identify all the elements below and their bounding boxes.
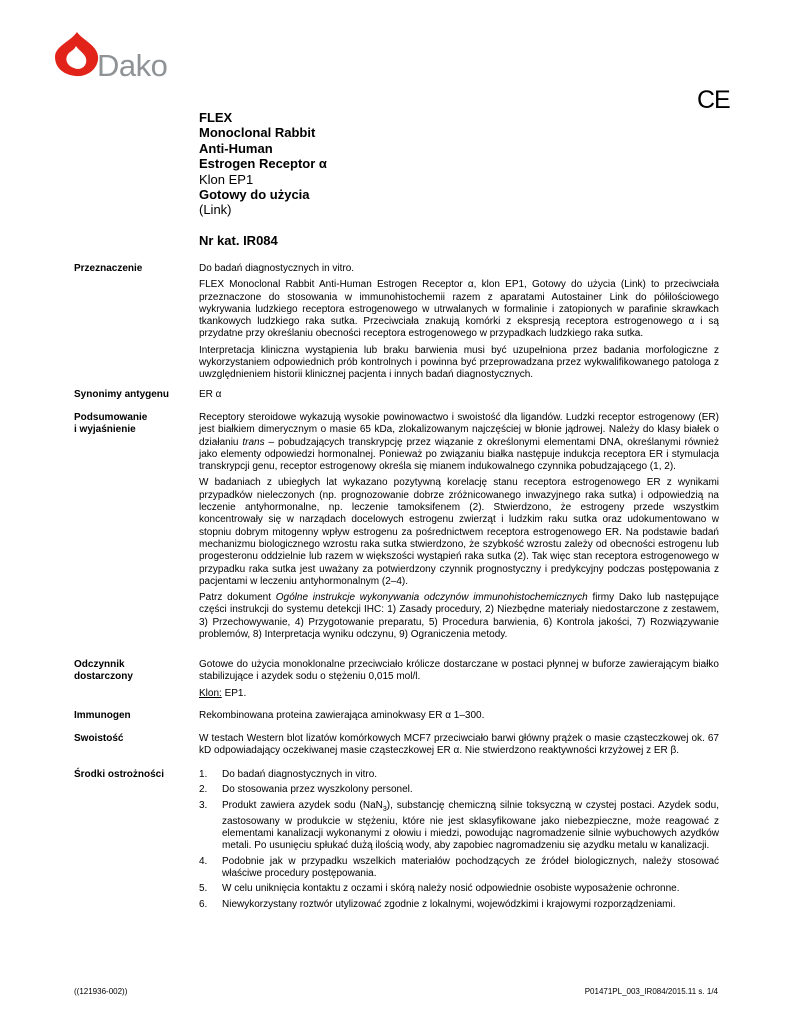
title-line-7: (Link) [199, 202, 232, 218]
synonyms-value: ER α [199, 389, 222, 400]
intended-use-body [199, 263, 719, 386]
list-item: 1. Do badań diagnostycznych in vitro. [199, 769, 378, 780]
title-line-5: Klon EP1 [199, 171, 254, 187]
dako-logo-mark [52, 30, 102, 78]
reagent-label [74, 659, 133, 684]
intended-use-p2: FLEX Monoclonal Rabbit Anti-Human Estrogen Receptor α, klon EP1, Gotowy do użycia (Link) to przeciwciała przeznaczone do stosowania w immunohistochemii razem z aparatami Autostainer Link do półilościowego wykrywania ludzkiego receptora estrogenowego w utrwalanych w formalinie i zatopionych w parafinie skrawkach tkankowych ludzkiego raka sutka. Przeciwciała znakują komórki z ekspresją receptora estrogenowego α i są przydatne przy określaniu obecności receptora estrogenowego w przypadkach ludzkiego raka sutka. [199, 279, 719, 340]
list-item: 4. Podobnie jak w przypadku wszelkich materiałów pochodzących ze źródeł biologicznych, należy stosować właściwe procedury postępowania. [199, 855, 719, 880]
title-line-3: Anti-Human [199, 140, 273, 156]
precautions-body [199, 769, 719, 914]
dako-logo [52, 28, 182, 84]
reagent-p1: Gotowe do użycia monoklonalne przeciwciało królicze dostarczane w postaci płynnej w buforze zawierającym białko stabilizujące i azydek sodu o stężeniu 0,015 mol/l. [199, 659, 719, 683]
summary-p2: W badaniach z ubiegłych lat wykazano pozytywną korelację stanu receptora estrogenowego ER z wynikami przypadków nieleczonych (np. prognozowanie dobrze zróżnicowanego inwazyjnego raka sutka) i odpowiedzią na leczenie antyhormonalne, np. leczenie tamoksifenem (2). Stwierdzono, że estrogeny przede wszystkim koncentrowały się w narządach docelowych estrogenu zwierząt i ludzkim raku sutka oraz udokumentowano w stopniu dobrym mitogenny wpływ estrogenu za pośrednictwem receptora estrogenowego ER. Na podstawie badań mechanizmu biologicznego wzrostu raka sutka stwierdzono, że szybkość wzrostu zależy od obecności estrogenu lub progesteronu oddzielnie lub razem w większości wystąpień raka sutka (2). Tak więc stan receptora estrogenowego w przypadku raka sutka jest uważany za potwierdzony czynnik prognostyczny i predykcyjny podczas postępowania z pacjentami w leczeniu antyhormonalnym (2–4). [199, 477, 719, 587]
intended-use-p3: Interpretacja kliniczna wystąpienia lub braku barwienia musi być uzupełniona przez badania morfologiczne z wykorzystaniem odpowiednich prób kontrolnych i powinna być przeprowadzana przez wykwalifikowanego patologa z uwzględnieniem historii klinicznej pacjenta i innych badań diagnostycznych. [199, 344, 719, 381]
intended-use-label: Przeznaczenie [74, 263, 143, 274]
dako-logo-text: Dako [97, 48, 168, 83]
specificity-label: Swoistość [74, 733, 124, 744]
immunogen-label: Immunogen [74, 710, 131, 721]
precautions-list [199, 769, 719, 911]
summary-body [199, 412, 719, 645]
immunogen-value: Rekombinowana proteina zawierająca aminokwasy ER α 1–300. [199, 710, 485, 721]
summary-label-line2: i wyjaśnienie [74, 424, 136, 436]
title-line-6: Gotowy do użycia [199, 187, 310, 203]
summary-p3: Patrz dokument Ogólne instrukcje wykonywania odczynów immunohistochemicznych firmy Dako lub następujące części instrukcji do systemu detekcji IHC: 1) Zasady procedury, 2) Niezbędne materiały niedostarczone z zestawem, 3) Przechowywanie, 4) Przygotowanie preparatu, 5) Procedura barwienia, 6) Kontrola jakości, 7) Rozwiązywanie problemów, 8) Interpretacja wyniku odczynu, 9) Ograniczenia metody. [199, 592, 719, 641]
list-item: 2. Do stosowania przez wyszkolony personel. [199, 784, 413, 796]
specificity-value: W testach Western blot lizatów komórkowych MCF7 przeciwciało barwi główny prążek o masie cząsteczkowej ok. 67 kD odpowiadający oczekiwanej masie cząsteczkowej ER α. Nie stwierdzono reaktywności krzyżowej z ER β. [199, 733, 719, 757]
footer-page-info: P01471PL_003_IR084/2015.11 s. 1/4 [584, 987, 718, 996]
reagent-clone: Klon: EP1. [199, 687, 247, 699]
list-item: 5. W celu uniknięcia kontaktu z oczami i skórą należy nosić odpowiednie osobiste wyposażenie ochronne. [199, 883, 680, 895]
reagent-label-line2: dostarczony [74, 671, 133, 683]
intended-use-p1: Do badań diagnostycznych in vitro. [199, 263, 355, 274]
reagent-body [199, 659, 719, 704]
synonyms-label: Synonimy antygenu [74, 389, 170, 400]
reagent-label-line1: Odczynnik [74, 659, 125, 670]
precautions-label: Środki ostrożności [74, 769, 165, 780]
summary-label-line1: Podsumowanie [74, 412, 148, 423]
ce-mark: CE [697, 86, 730, 114]
title-line-4: Estrogen Receptor α [199, 156, 327, 172]
list-item: 3. Produkt zawiera azydek sodu (NaN$_3$), substancję chemiczną silnie toksyczną w czystej postaci. Azydek sodu, zastosowany w produkcie w stężeniu, które nie jest sklasyfikowane jako niebezpieczne, może reagować z elementami kanalizacji wykonanymi z ołowiu i miedzi, powodując nagromadzenie silnie wybuchowych azydków metali. Po usunięciu spłukać dużą ilością wody, aby zapobiec nagromadzeniu się azydku metalu w kanalizacji. [199, 799, 719, 852]
summary-p1: Receptory steroidowe wykazują wysokie powinowactwo i swoistość dla ligandów. Ludzki receptor estrogenowy (ER) jest białkiem dimerycznym o masie 65 kDa, zlokalizowanym najczęściej w błonie jądrowej. Należy do klasy białek o działaniu trans – pobudzających transkrypcję przez wiązanie z określonymi elementami DNA, określanymi również jako elementy odpowiedzi hormonalnej. Ponieważ po związaniu białka następuje indukcja receptora ER i stymulacja transkrypcji genu, receptor estrogenowy określa się mianem indukowalnego czynnika pobudzającego (1, 2). [199, 412, 719, 473]
product-title [199, 110, 327, 218]
footer-left: ((121936-002)) [74, 987, 128, 996]
summary-label [74, 412, 147, 437]
catalog-number: Nr kat. IR084 [199, 233, 278, 248]
title-line-2: Monoclonal Rabbit [199, 125, 316, 141]
title-line-1: FLEX [199, 110, 233, 125]
list-item: 6. Niewykorzystany roztwór utylizować zgodnie z lokalnymi, wojewódzkimi i krajowymi rozporządzeniami. [199, 898, 676, 910]
